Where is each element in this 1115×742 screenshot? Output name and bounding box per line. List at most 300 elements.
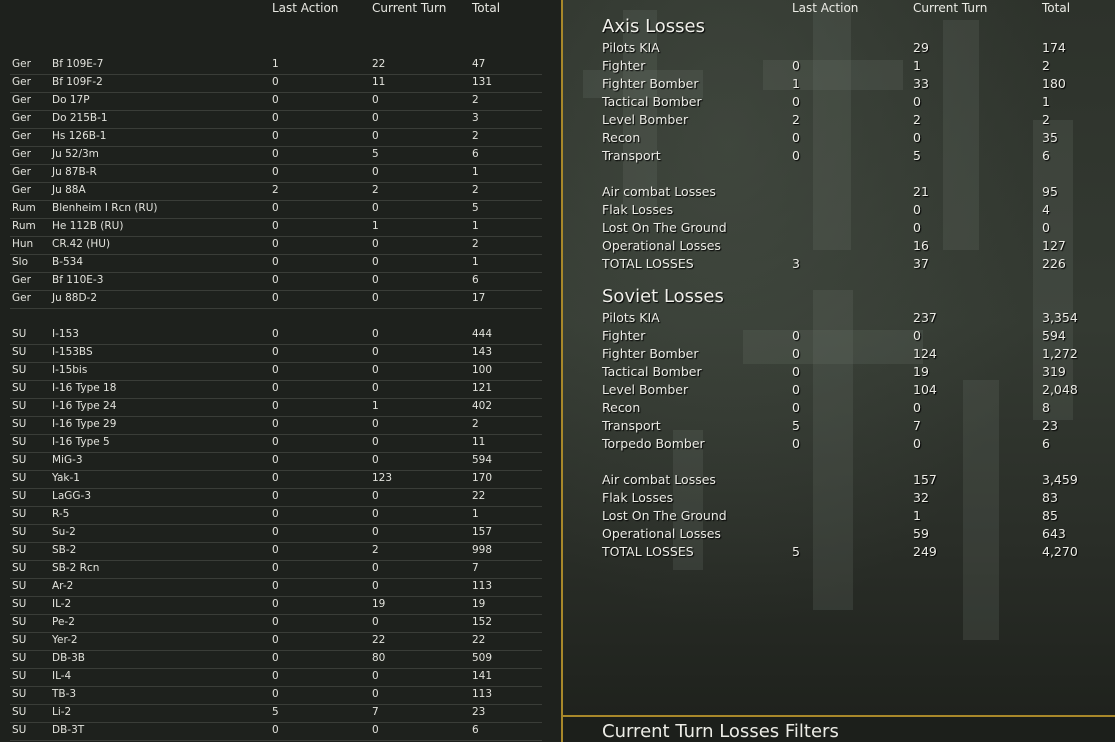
loss-category: Fighter Bomber <box>602 346 699 361</box>
nationality: SU <box>12 562 27 574</box>
header-current-turn: Current Turn <box>372 1 447 15</box>
nationality: Ger <box>12 58 31 70</box>
total-value: 17 <box>472 292 486 304</box>
total-value: 85 <box>1042 508 1058 523</box>
last-action-value: 0 <box>792 346 800 361</box>
nationality: SU <box>12 616 27 628</box>
current-turn-value: 0 <box>372 436 379 448</box>
summary-row <box>602 39 1102 57</box>
total-value: 23 <box>472 706 486 718</box>
current-turn-value: 0 <box>372 112 379 124</box>
total-value: 113 <box>472 688 493 700</box>
current-turn-value: 0 <box>372 724 379 736</box>
last-action-value: 0 <box>272 508 279 520</box>
aircraft-type: B-534 <box>52 256 84 268</box>
current-turn-value: 104 <box>913 382 937 397</box>
current-turn-value: 0 <box>372 364 379 376</box>
aircraft-type: Bf 109E-7 <box>52 58 104 70</box>
last-action-value: 5 <box>792 418 800 433</box>
current-turn-value: 0 <box>372 256 379 268</box>
last-action-value: 0 <box>272 454 279 466</box>
nationality: SU <box>12 400 27 412</box>
total-value: 1 <box>1042 94 1050 109</box>
aircraft-type: R-5 <box>52 508 70 520</box>
last-action-value: 0 <box>272 670 279 682</box>
aircraft-type: Ju 88D-2 <box>52 292 98 304</box>
total-value: 7 <box>472 562 479 574</box>
total-value: 47 <box>472 58 486 70</box>
aircraft-type: CR.42 (HU) <box>52 238 111 250</box>
aircraft-type: He 112B (RU) <box>52 220 124 232</box>
summary-row <box>602 525 1102 543</box>
summary-row <box>602 543 1102 561</box>
table-row[interactable] <box>10 56 542 75</box>
last-action-value: 0 <box>272 580 279 592</box>
table-row[interactable] <box>10 218 542 237</box>
summary-row <box>602 381 1102 399</box>
summary-row <box>602 309 1102 327</box>
summary-row <box>602 255 1102 273</box>
aircraft-type: I-153 <box>52 328 79 340</box>
table-row[interactable] <box>10 254 542 273</box>
total-value: 226 <box>1042 256 1066 271</box>
current-turn-value: 0 <box>372 382 379 394</box>
table-row[interactable] <box>10 416 542 435</box>
total-value: 509 <box>472 652 493 664</box>
summary-row <box>602 165 1102 183</box>
summary-row <box>602 219 1102 237</box>
loss-category: Operational Losses <box>602 238 721 253</box>
last-action-value: 0 <box>792 328 800 343</box>
aircraft-type: DB-3B <box>52 652 85 664</box>
total-value: 95 <box>1042 184 1058 199</box>
last-action-value: 0 <box>272 382 279 394</box>
last-action-value: 0 <box>272 472 279 484</box>
table-row[interactable] <box>10 398 542 417</box>
summary-row <box>602 489 1102 507</box>
current-turn-value: 19 <box>913 364 929 379</box>
total-value: 2 <box>472 238 479 250</box>
nationality: Rum <box>12 202 36 214</box>
loss-category: Lost On The Ground <box>602 220 727 235</box>
losses-summary-panel <box>563 0 1115 715</box>
last-action-value: 0 <box>272 616 279 628</box>
header-last-action: Last Action <box>272 1 339 15</box>
total-value: 180 <box>1042 76 1066 91</box>
table-row[interactable] <box>10 704 542 723</box>
total-value: 1 <box>472 256 479 268</box>
nationality: SU <box>12 724 27 736</box>
total-value: 594 <box>1042 328 1066 343</box>
current-turn-value: 0 <box>372 292 379 304</box>
loss-category: Fighter <box>602 328 646 343</box>
current-turn-value: 0 <box>372 688 379 700</box>
loss-category: Recon <box>602 400 641 415</box>
aircraft-type: I-16 Type 29 <box>52 418 117 430</box>
total-value: 3,459 <box>1042 472 1078 487</box>
last-action-value: 0 <box>272 526 279 538</box>
last-action-value: 0 <box>272 364 279 376</box>
total-value: 3,354 <box>1042 310 1078 325</box>
table-row[interactable] <box>10 236 542 255</box>
total-value: 6 <box>1042 436 1050 451</box>
current-turn-value: 1 <box>372 220 379 232</box>
last-action-value: 2 <box>792 112 800 127</box>
loss-category: Flak Losses <box>602 202 674 217</box>
last-action-value: 1 <box>792 76 800 91</box>
summary-row <box>602 345 1102 363</box>
table-row[interactable] <box>10 452 542 471</box>
loss-category: Lost On The Ground <box>602 508 727 523</box>
current-turn-value: 0 <box>913 436 921 451</box>
table-row[interactable] <box>10 380 542 399</box>
table-row[interactable] <box>10 650 542 669</box>
loss-category: Torpedo Bomber <box>602 436 705 451</box>
total-value: 1 <box>472 166 479 178</box>
total-value: 141 <box>472 670 493 682</box>
aircraft-type: SB-2 Rcn <box>52 562 100 574</box>
total-value: 23 <box>1042 418 1058 433</box>
current-turn-value: 1 <box>372 400 379 412</box>
aircraft-type: I-16 Type 24 <box>52 400 117 412</box>
current-turn-value: 59 <box>913 526 929 541</box>
total-value: 19 <box>472 598 486 610</box>
loss-category: Pilots KIA <box>602 40 660 55</box>
total-value: 1 <box>472 220 479 232</box>
table-row[interactable] <box>10 632 542 651</box>
total-value: 1,272 <box>1042 346 1078 361</box>
total-value: 4 <box>1042 202 1050 217</box>
last-action-value: 0 <box>272 202 279 214</box>
current-turn-value: 37 <box>913 256 929 271</box>
aircraft-type: Ju 88A <box>52 184 86 196</box>
table-row[interactable] <box>10 614 542 633</box>
last-action-value: 0 <box>272 346 279 358</box>
last-action-value: 0 <box>792 400 800 415</box>
table-row[interactable] <box>10 578 542 597</box>
total-value: 157 <box>472 526 493 538</box>
current-turn-value: 157 <box>913 472 937 487</box>
aircraft-type: DB-3T <box>52 724 85 736</box>
aircraft-type: Ju 87B-R <box>52 166 97 178</box>
current-turn-value: 0 <box>372 418 379 430</box>
nationality: Ger <box>12 76 31 88</box>
total-value: 131 <box>472 76 493 88</box>
last-action-value: 0 <box>272 688 279 700</box>
table-row[interactable] <box>10 92 542 111</box>
total-value: 6 <box>472 148 479 160</box>
nationality: SU <box>12 328 27 340</box>
last-action-value: 0 <box>272 256 279 268</box>
nationality: SU <box>12 418 27 430</box>
nationality: SU <box>12 526 27 538</box>
summary-row <box>602 57 1102 75</box>
current-turn-value: 80 <box>372 652 386 664</box>
summary-row <box>602 237 1102 255</box>
current-turn-value: 5 <box>913 148 921 163</box>
current-turn-value: 33 <box>913 76 929 91</box>
nationality: SU <box>12 472 27 484</box>
current-turn-value: 0 <box>372 454 379 466</box>
loss-category: Transport <box>602 418 661 433</box>
last-action-value: 0 <box>272 544 279 556</box>
nationality: Ger <box>12 130 31 142</box>
nationality: Ger <box>12 184 31 196</box>
total-value: 6 <box>1042 148 1050 163</box>
current-turn-value: 0 <box>372 202 379 214</box>
aircraft-type: Ju 52/3m <box>52 148 99 160</box>
table-row[interactable] <box>10 146 542 165</box>
total-value: 2 <box>1042 112 1050 127</box>
nationality: SU <box>12 634 27 646</box>
loss-category: Fighter Bomber <box>602 76 699 91</box>
total-value: 2 <box>472 418 479 430</box>
current-turn-value: 0 <box>372 562 379 574</box>
table-row[interactable] <box>10 596 542 615</box>
current-turn-value: 0 <box>372 670 379 682</box>
table-row[interactable] <box>10 290 542 309</box>
total-value: 2 <box>1042 58 1050 73</box>
loss-category: Level Bomber <box>602 382 689 397</box>
aircraft-type: Pe-2 <box>52 616 75 628</box>
total-value: 2,048 <box>1042 382 1078 397</box>
table-row[interactable] <box>10 506 542 525</box>
table-row[interactable] <box>10 524 542 543</box>
loss-category: TOTAL LOSSES <box>602 256 694 271</box>
aircraft-type: SB-2 <box>52 544 77 556</box>
aircraft-type: I-15bis <box>52 364 88 376</box>
current-turn-value: 0 <box>913 400 921 415</box>
loss-category: Pilots KIA <box>602 310 660 325</box>
summary-row <box>602 129 1102 147</box>
total-value: 319 <box>1042 364 1066 379</box>
nationality: Ger <box>12 112 31 124</box>
current-turn-value: 32 <box>913 490 929 505</box>
loss-category: Transport <box>602 148 661 163</box>
current-turn-value: 124 <box>913 346 937 361</box>
last-action-value: 0 <box>272 418 279 430</box>
current-turn-value: 0 <box>372 130 379 142</box>
axis-losses-title: Axis Losses <box>602 16 705 37</box>
total-value: 121 <box>472 382 493 394</box>
last-action-value: 0 <box>272 220 279 232</box>
current-turn-value: 7 <box>913 418 921 433</box>
last-action-value: 0 <box>272 274 279 286</box>
current-turn-value: 2 <box>372 184 379 196</box>
table-row[interactable] <box>10 272 542 291</box>
current-turn-value: 1 <box>913 58 921 73</box>
nationality: SU <box>12 580 27 592</box>
nationality: SU <box>12 688 27 700</box>
last-action-value: 0 <box>272 292 279 304</box>
nationality: SU <box>12 598 27 610</box>
total-value: 35 <box>1042 130 1058 145</box>
last-action-value: 5 <box>272 706 279 718</box>
total-value: 594 <box>472 454 493 466</box>
current-turn-value: 2 <box>913 112 921 127</box>
aircraft-type: Do 215B-1 <box>52 112 108 124</box>
nationality: SU <box>12 382 27 394</box>
current-turn-value: 0 <box>913 328 921 343</box>
summary-row <box>602 399 1102 417</box>
loss-category: Level Bomber <box>602 112 689 127</box>
total-value: 83 <box>1042 490 1058 505</box>
total-value: 0 <box>1042 220 1050 235</box>
last-action-value: 0 <box>792 94 800 109</box>
last-action-value: 1 <box>272 58 279 70</box>
current-turn-value: 0 <box>372 490 379 502</box>
last-action-value: 0 <box>792 382 800 397</box>
total-value: 6 <box>472 724 479 736</box>
table-row[interactable] <box>10 488 542 507</box>
last-action-value: 0 <box>792 58 800 73</box>
table-row[interactable] <box>10 326 542 345</box>
loss-category: Flak Losses <box>602 490 674 505</box>
total-value: 4,270 <box>1042 544 1078 559</box>
aircraft-type: Bf 109F-2 <box>52 76 103 88</box>
last-action-value: 0 <box>792 130 800 145</box>
total-value: 152 <box>472 616 493 628</box>
summary-row <box>602 111 1102 129</box>
current-turn-value: 0 <box>372 526 379 538</box>
nationality: SU <box>12 490 27 502</box>
nationality: Rum <box>12 220 36 232</box>
nationality: SU <box>12 346 27 358</box>
last-action-value: 0 <box>272 166 279 178</box>
summary-row <box>602 183 1102 201</box>
table-row[interactable] <box>10 344 542 363</box>
total-value: 1 <box>472 508 479 520</box>
aircraft-type: IL-2 <box>52 598 72 610</box>
total-value: 100 <box>472 364 493 376</box>
aircraft-type: Bf 110E-3 <box>52 274 104 286</box>
table-row[interactable] <box>10 182 542 201</box>
current-turn-value: 0 <box>913 94 921 109</box>
table-row[interactable] <box>10 560 542 579</box>
nationality: Ger <box>12 274 31 286</box>
loss-category: Fighter <box>602 58 646 73</box>
nationality: SU <box>12 364 27 376</box>
current-turn-value: 237 <box>913 310 937 325</box>
nationality: SU <box>12 706 27 718</box>
nationality: SU <box>12 508 27 520</box>
table-row[interactable] <box>10 722 542 741</box>
current-turn-value: 0 <box>372 166 379 178</box>
total-value: 11 <box>472 436 486 448</box>
total-value: 174 <box>1042 40 1066 55</box>
total-value: 2 <box>472 94 479 106</box>
current-turn-value: 0 <box>372 346 379 358</box>
last-action-value: 5 <box>792 544 800 559</box>
last-action-value: 0 <box>272 652 279 664</box>
total-value: 998 <box>472 544 493 556</box>
summary-row <box>602 327 1102 345</box>
loss-category: Tactical Bomber <box>602 364 702 379</box>
current-turn-value: 11 <box>372 76 386 88</box>
summary-row <box>602 75 1102 93</box>
total-value: 170 <box>472 472 493 484</box>
total-value: 2 <box>472 130 479 142</box>
table-row[interactable] <box>10 434 542 453</box>
table-row[interactable] <box>10 164 542 183</box>
nationality: Ger <box>12 166 31 178</box>
table-row[interactable] <box>10 686 542 705</box>
summary-row <box>602 201 1102 219</box>
summary-row <box>602 147 1102 165</box>
total-value: 2 <box>472 184 479 196</box>
summary-row <box>602 93 1102 111</box>
loss-category: Air combat Losses <box>602 184 716 199</box>
total-value: 22 <box>472 634 486 646</box>
aircraft-type: TB-3 <box>52 688 77 700</box>
aircraft-type: Li-2 <box>52 706 72 718</box>
table-row[interactable] <box>10 362 542 381</box>
last-action-value: 0 <box>272 130 279 142</box>
last-action-value: 0 <box>272 400 279 412</box>
aircraft-type: Hs 126B-1 <box>52 130 107 142</box>
current-turn-value: 2 <box>372 544 379 556</box>
table-row[interactable] <box>10 470 542 489</box>
total-value: 113 <box>472 580 493 592</box>
table-row[interactable] <box>10 128 542 147</box>
total-value: 402 <box>472 400 493 412</box>
current-turn-value: 29 <box>913 40 929 55</box>
current-turn-value: 19 <box>372 598 386 610</box>
current-turn-value: 249 <box>913 544 937 559</box>
total-value: 5 <box>472 202 479 214</box>
table-row[interactable] <box>10 110 542 129</box>
total-value: 3 <box>472 112 479 124</box>
current-turn-losses-filters[interactable] <box>563 717 1115 742</box>
summary-row <box>602 363 1102 381</box>
nationality: SU <box>12 670 27 682</box>
last-action-value: 0 <box>272 76 279 88</box>
aircraft-type: Yer-2 <box>52 634 78 646</box>
current-turn-value: 0 <box>372 94 379 106</box>
current-turn-value: 123 <box>372 472 393 484</box>
last-action-value: 0 <box>272 148 279 160</box>
filters-title: Current Turn Losses Filters <box>602 721 839 742</box>
summary-row <box>602 471 1102 489</box>
total-value: 8 <box>1042 400 1050 415</box>
aircraft-type: MiG-3 <box>52 454 83 466</box>
aircraft-type: Ar-2 <box>52 580 74 592</box>
nationality: SU <box>12 436 27 448</box>
nationality: SU <box>12 454 27 466</box>
last-action-value: 0 <box>272 328 279 340</box>
aircraft-type: Blenheim I Rcn (RU) <box>52 202 158 214</box>
header-total: Total <box>472 1 501 15</box>
aircraft-type: IL-4 <box>52 670 72 682</box>
nationality: Slo <box>12 256 29 268</box>
right-header-total: Total <box>1042 1 1071 15</box>
table-row[interactable] <box>10 668 542 687</box>
last-action-value: 3 <box>792 256 800 271</box>
table-row[interactable] <box>10 542 542 561</box>
table-row[interactable] <box>10 74 542 93</box>
total-value: 143 <box>472 346 493 358</box>
table-row[interactable] <box>10 200 542 219</box>
total-value: 444 <box>472 328 493 340</box>
aircraft-type: I-16 Type 18 <box>52 382 117 394</box>
current-turn-value: 0 <box>913 202 921 217</box>
current-turn-value: 1 <box>913 508 921 523</box>
aircraft-type: I-153BS <box>52 346 93 358</box>
current-turn-value: 0 <box>913 220 921 235</box>
last-action-value: 0 <box>272 436 279 448</box>
total-value: 22 <box>472 490 486 502</box>
current-turn-value: 22 <box>372 634 386 646</box>
